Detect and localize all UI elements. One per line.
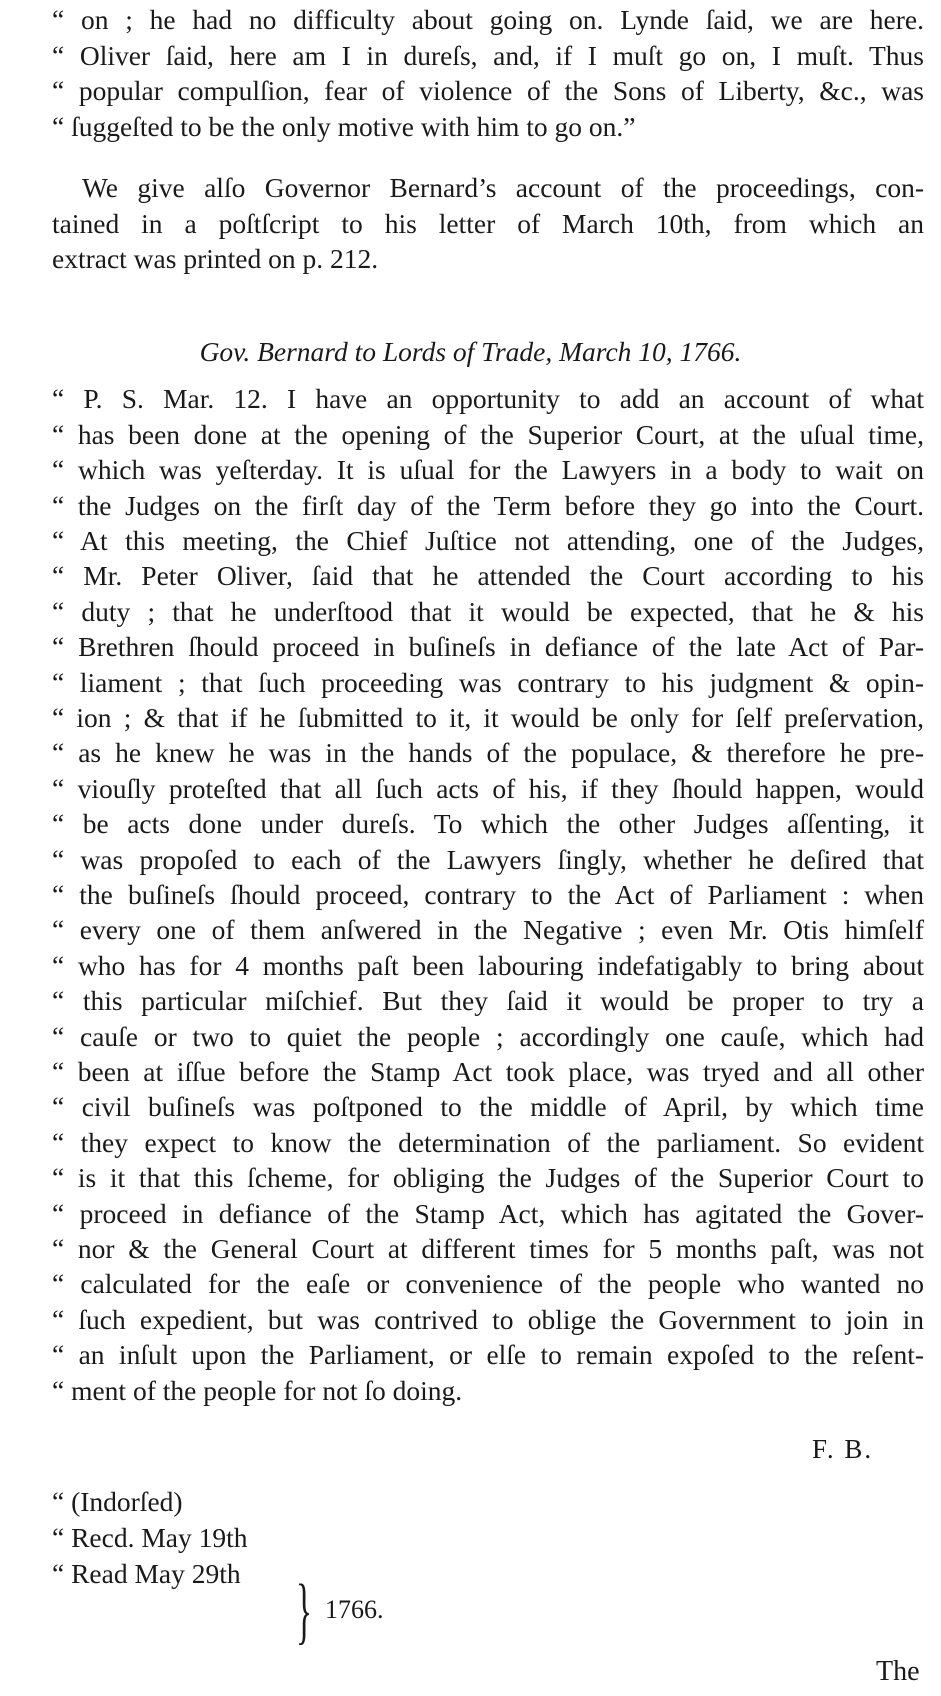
text-line: “ has been done at the opening of the Superior Court, at the uſual time, — [52, 419, 924, 450]
text-line: “ P. S. Mar. 12. I have an opportunity to add an account of what — [52, 383, 924, 414]
text-line: “ they expect to know the determination of the parliament. So evident — [52, 1127, 924, 1158]
text-line: “ duty ; that he underſtood that it would be expected, that he & his — [52, 596, 924, 627]
text-line: “ the Judges on the firſt day of the Term before they go into the Court. — [52, 490, 924, 521]
catchword: The — [876, 1656, 920, 1687]
text-line: “ liament ; that ſuch proceeding was contrary to his judgment & opin- — [52, 667, 924, 698]
text-line: extract was printed on p. 212. — [52, 243, 379, 274]
brace-icon: } — [296, 1570, 312, 1652]
endorsement-year: 1766. — [325, 1595, 384, 1624]
text-line: We give alſo Governor Bernard’s account of the proceedings, con- — [82, 172, 924, 203]
text-line: “ the buſineſs ſhould proceed, contrary to the Act of Parliament : when — [52, 879, 924, 910]
text-line: “ this particular miſchief. But they ſaid it would be proper to try a — [52, 985, 924, 1016]
text-line: “ ſuggeſted to be the only motive with him to go on.” — [52, 111, 636, 142]
text-line: “ every one of them anſwered in the Negative ; even Mr. Otis himſelf — [52, 914, 924, 945]
text-line: “ At this meeting, the Chief Juſtice not attending, one of the Judges, — [52, 525, 924, 556]
text-line: “ which was yeſterday. It is uſual for the Lawyers in a body to wait on — [52, 454, 924, 485]
text-line: “ Brethren ſhould proceed in buſineſs in defiance of the late Act of Par- — [52, 631, 924, 662]
endorsement-received: “ Recd. May 19th — [52, 1522, 248, 1553]
text-line: “ is it that this ſcheme, for obliging the Judges of the Superior Court to — [52, 1162, 924, 1193]
text-line: “ was propoſed to each of the Lawyers ſingly, whether he deſired that — [52, 844, 924, 875]
endorsement-read: “ Read May 29th — [52, 1558, 241, 1589]
text-line: “ nor & the General Court at different times for 5 months paſt, was not — [52, 1233, 924, 1264]
text-line: “ civil buſineſs was poſtponed to the middle of April, by which time — [52, 1091, 924, 1122]
text-line: “ as he knew he was in the hands of the populace, & therefore he pre- — [52, 737, 924, 768]
text-line: “ popular compulſion, fear of violence of the Sons of Liberty, &c., was — [52, 75, 924, 106]
text-line: “ cauſe or two to quiet the people ; accordingly one cauſe, which had — [52, 1021, 924, 1052]
text-line: “ viouſly proteſted that all ſuch acts of his, if they ſhould happen, would — [52, 773, 924, 804]
text-line: tained in a poſtſcript to his letter of March 10th, from which an — [52, 208, 924, 239]
text-line: “ on ; he had no difficulty about going on. Lynde ſaid, we are here. — [52, 4, 924, 35]
text-line: “ ment of the people for not ſo doing. — [52, 1375, 463, 1406]
text-line: “ been at iſſue before the Stamp Act took place, was tryed and all other — [52, 1056, 924, 1087]
text-line: “ proceed in defiance of the Stamp Act, which has agitated the Gover- — [52, 1198, 924, 1229]
letter-heading: Gov. Bernard to Lords of Trade, March 10, 1766. — [199, 336, 742, 367]
text-line: “ who has for 4 months paſt been labouring indefatigably to bring about — [52, 950, 924, 981]
text-line: “ ion ; & that if he ſubmitted to it, it would be only for ſelf preſervation, — [52, 702, 924, 733]
text-line: “ Mr. Peter Oliver, ſaid that he attended the Court according to his — [52, 560, 924, 591]
text-line: “ an inſult upon the Parliament, or elſe to remain expoſed to the reſent- — [52, 1339, 924, 1370]
text-line: “ Oliver ſaid, here am I in dureſs, and, if I muſt go on, I muſt. Thus — [52, 40, 924, 71]
text-line: “ calculated for the eaſe or convenience of the people who wanted no — [52, 1268, 924, 1299]
signature: F. B. — [812, 1434, 874, 1464]
endorsement-indorsed: “ (Indorſed) — [52, 1486, 183, 1517]
text-line: “ be acts done under dureſs. To which the other Judges aſſenting, it — [52, 808, 924, 839]
text-line: “ ſuch expedient, but was contrived to oblige the Government to join in — [52, 1304, 924, 1335]
